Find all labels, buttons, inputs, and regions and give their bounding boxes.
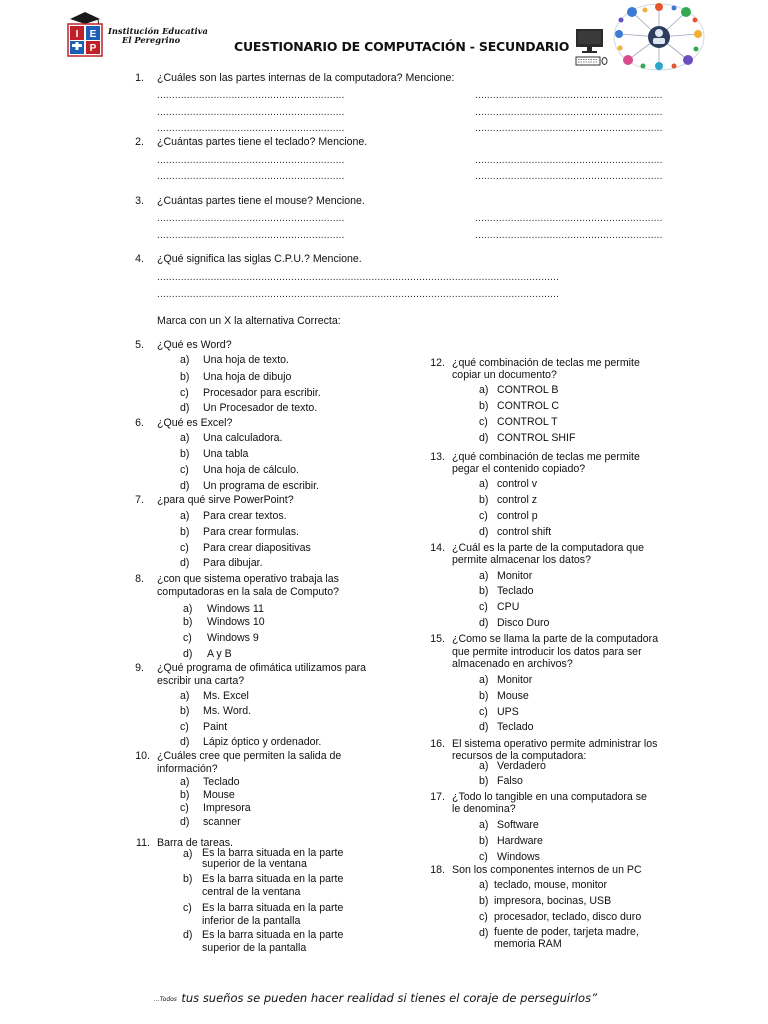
- option-text[interactable]: Hardware: [497, 835, 543, 847]
- question-text: ¿para qué sirve PowerPoint?: [157, 494, 294, 506]
- option-text[interactable]: Una tabla: [203, 448, 249, 460]
- footer-quote-text: tus sueños se pueden hacer realidad si tienes el coraje de perseguirlos”: [181, 991, 598, 1005]
- answer-line[interactable]: ...............................................................: [475, 155, 663, 166]
- question-text: ¿Qué es Excel?: [157, 417, 233, 429]
- answer-line[interactable]: ...............................................................: [157, 123, 345, 134]
- question-number: 9.: [135, 662, 144, 674]
- option-letter: b): [183, 873, 193, 885]
- question-number: 7.: [135, 494, 144, 506]
- question-number: 12.: [430, 357, 445, 369]
- option-letter: b): [180, 526, 190, 538]
- answer-line[interactable]: ...............................................................: [157, 90, 345, 101]
- question-text: ¿qué combinación de teclas me permite pegar el contenido copiado?: [452, 451, 640, 475]
- question-text: ¿qué combinación de teclas me permite copiar un documento?: [452, 357, 640, 381]
- option-letter: d): [479, 526, 489, 538]
- option-letter: a): [183, 603, 193, 615]
- option-letter: d): [180, 816, 190, 828]
- footer-quote: [154, 989, 597, 1007]
- option-text[interactable]: Para dibujar.: [203, 557, 263, 569]
- option-letter: a): [180, 354, 190, 366]
- answer-line[interactable]: .......................................................................................................................................: [157, 272, 560, 283]
- question-text: Barra de tareas.: [157, 837, 233, 849]
- option-letter: b): [479, 690, 489, 702]
- option-letter: c): [479, 706, 488, 718]
- option-text[interactable]: CONTROL T: [497, 416, 558, 428]
- option-letter: a): [183, 848, 193, 860]
- footer-prefix: ...Todos: [154, 996, 177, 1003]
- question-text: El sistema operativo permite administrar los recursos de la computadora:: [452, 738, 658, 762]
- question-number: 5.: [135, 339, 144, 351]
- option-letter: a): [479, 760, 489, 772]
- option-text[interactable]: Disco Duro: [497, 617, 550, 629]
- answer-line[interactable]: ...............................................................: [475, 123, 663, 134]
- option-letter: d): [180, 480, 190, 492]
- option-text[interactable]: Un programa de escribir.: [203, 480, 319, 492]
- option-text[interactable]: Lápiz óptico y ordenador.: [203, 736, 322, 748]
- option-text[interactable]: CPU: [497, 601, 520, 613]
- option-text[interactable]: Una hoja de dibujo: [203, 371, 292, 383]
- option-text[interactable]: UPS: [497, 706, 519, 718]
- question-text: ¿con que sistema operativo trabaja las computadoras en la sala de Computo?: [157, 573, 339, 598]
- option-text[interactable]: Windows 9: [207, 632, 259, 644]
- option-text[interactable]: Una hoja de cálculo.: [203, 464, 299, 476]
- answer-line[interactable]: ...............................................................: [475, 171, 663, 182]
- option-letter: a): [479, 384, 489, 396]
- question-text: ¿Qué significa las siglas C.P.U.? Mencione.: [157, 253, 362, 265]
- question-text: ¿Cuáles cree que permiten la salida de información?: [157, 750, 342, 775]
- option-letter: b): [479, 895, 489, 907]
- option-text[interactable]: Windows 10: [207, 616, 265, 628]
- answer-line[interactable]: .......................................................................................................................................: [157, 289, 560, 300]
- option-letter: b): [479, 585, 489, 597]
- option-text[interactable]: Teclado: [497, 585, 534, 597]
- option-letter: b): [479, 494, 489, 506]
- option-letter: d): [479, 617, 489, 629]
- option-text[interactable]: Teclado: [497, 721, 534, 733]
- option-text[interactable]: control shift: [497, 526, 552, 538]
- answer-line[interactable]: ...............................................................: [157, 230, 345, 241]
- question-text: ¿Cuál es la parte de la computadora que permite almacenar los datos?: [452, 542, 644, 566]
- question-number: 17.: [430, 791, 445, 803]
- question-number: 11.: [136, 837, 150, 849]
- logo-letter-p: P: [89, 43, 97, 54]
- option-letter: b): [180, 448, 190, 460]
- option-letter: b): [479, 835, 489, 847]
- option-text[interactable]: CONTROL C: [497, 400, 559, 412]
- option-letter: d): [479, 721, 489, 733]
- option-letter: c): [479, 416, 488, 428]
- option-text[interactable]: control p: [497, 510, 538, 522]
- question-text: ¿Qué es Word?: [157, 339, 232, 351]
- question-number: 2.: [135, 136, 144, 148]
- option-letter: d): [479, 432, 489, 444]
- logo-letter-i: I: [75, 29, 79, 40]
- option-letter: c): [180, 802, 189, 814]
- option-letter: c): [180, 721, 189, 733]
- question-text: ¿Todo lo tangible en una computadora se le denomina?: [452, 791, 647, 815]
- option-text[interactable]: procesador, teclado, disco duro: [494, 911, 642, 923]
- question-number: 4.: [135, 253, 144, 265]
- option-letter: a): [479, 879, 489, 891]
- option-text[interactable]: Es la barra situada en la parte superior de la pantalla: [202, 929, 344, 954]
- option-letter: b): [479, 400, 489, 412]
- option-letter: b): [183, 616, 193, 628]
- answer-line[interactable]: ...............................................................: [157, 107, 345, 118]
- option-letter: c): [479, 510, 488, 522]
- option-letter: c): [180, 387, 189, 399]
- question-text: ¿Cuántas partes tiene el mouse? Mencione.: [157, 195, 365, 207]
- option-letter: c): [479, 601, 488, 613]
- option-text[interactable]: Procesador para escribir.: [203, 387, 321, 399]
- answer-line[interactable]: ...............................................................: [157, 155, 345, 166]
- answer-line[interactable]: ...............................................................: [475, 213, 663, 224]
- question-number: 14.: [430, 542, 445, 554]
- question-number: 10.: [135, 750, 150, 762]
- option-letter: a): [479, 674, 489, 686]
- question-text: Son los componentes internos de un PC: [452, 864, 642, 876]
- question-text: ¿Cuántas partes tiene el teclado? Mencione.: [157, 136, 368, 148]
- option-text[interactable]: Una calculadora.: [203, 432, 283, 444]
- option-letter: d): [180, 402, 190, 414]
- option-letter: a): [479, 819, 489, 831]
- option-text[interactable]: Para crear diapositivas: [203, 542, 311, 554]
- option-letter: a): [479, 570, 489, 582]
- institution-name-line1: Institución Educativa: [108, 26, 208, 36]
- option-text[interactable]: Para crear textos.: [203, 510, 287, 522]
- question-text: ¿Qué programa de ofimática utilizamos para escribir una carta?: [157, 662, 367, 687]
- option-text[interactable]: Mouse: [497, 690, 529, 702]
- option-letter: b): [180, 789, 190, 801]
- option-text[interactable]: CONTROL B: [497, 384, 559, 396]
- question-text: ¿Como se llama la parte de la computadora que permite introducir los datos para ser almacenado en archivos?: [452, 633, 659, 670]
- option-text[interactable]: Un Procesador de texto.: [203, 402, 318, 414]
- option-letter: a): [479, 478, 489, 490]
- question-number: 6.: [135, 417, 144, 429]
- option-text[interactable]: Es la barra situada en la parte superior de la ventana: [202, 847, 344, 870]
- option-letter: c): [180, 542, 189, 554]
- institution-name-line2: El Peregrino: [122, 35, 181, 45]
- option-text[interactable]: Verdadero: [497, 760, 546, 772]
- option-letter: d): [183, 929, 193, 941]
- option-letter: d): [183, 648, 193, 660]
- option-letter: c): [479, 851, 488, 863]
- question-number: 16.: [430, 738, 445, 750]
- option-letter: b): [180, 371, 190, 383]
- option-text[interactable]: Para crear formulas.: [203, 526, 299, 538]
- option-text[interactable]: Monitor: [497, 674, 533, 686]
- option-text[interactable]: Falso: [497, 775, 523, 787]
- page-title: CUESTIONARIO DE COMPUTACIÓN - SECUNDARIO: [234, 39, 570, 54]
- option-text[interactable]: scanner: [203, 816, 241, 828]
- option-text[interactable]: Una hoja de texto.: [203, 354, 289, 366]
- option-letter: a): [180, 776, 190, 788]
- option-text[interactable]: Paint: [203, 721, 228, 733]
- option-text[interactable]: Ms. Word.: [203, 705, 252, 717]
- question-text: ¿Cuáles son las partes internas de la computadora? Mencione:: [157, 72, 455, 84]
- option-text[interactable]: Impresora: [203, 802, 251, 814]
- option-letter: c): [183, 632, 192, 644]
- answer-line[interactable]: ...............................................................: [157, 213, 345, 224]
- option-letter: c): [479, 911, 488, 923]
- option-letter: d): [479, 927, 489, 939]
- question-number: 8.: [135, 573, 144, 585]
- option-text[interactable]: A y B: [207, 648, 232, 660]
- option-text[interactable]: control v: [497, 478, 538, 490]
- question-number: 1.: [135, 72, 144, 84]
- option-text[interactable]: Es la barra situada en la parte inferior de la pantalla: [202, 902, 344, 927]
- option-letter: d): [180, 557, 190, 569]
- option-letter: a): [180, 510, 190, 522]
- option-letter: b): [479, 775, 489, 787]
- option-text[interactable]: CONTROL SHIF: [497, 432, 576, 444]
- option-text[interactable]: Mouse: [203, 789, 235, 801]
- option-text[interactable]: Windows 11: [207, 603, 264, 615]
- option-text[interactable]: Monitor: [497, 570, 533, 582]
- technology-network-illustration: [612, 2, 706, 72]
- logo-letter-e: E: [89, 29, 97, 40]
- answer-line[interactable]: ...............................................................: [475, 90, 663, 101]
- option-letter: c): [183, 902, 192, 914]
- answer-line[interactable]: ...............................................................: [475, 107, 663, 118]
- computer-icon: [574, 28, 608, 68]
- answer-line[interactable]: ...............................................................: [475, 230, 663, 241]
- option-letter: c): [180, 464, 189, 476]
- option-letter: d): [180, 736, 190, 748]
- question-number: 3.: [135, 195, 144, 207]
- option-text[interactable]: Software: [497, 819, 539, 831]
- option-text[interactable]: Ms. Excel: [203, 690, 249, 702]
- school-logo: [62, 10, 108, 58]
- instruction-text: Marca con un X la alternativa Correcta:: [157, 315, 341, 327]
- question-number: 15.: [430, 633, 445, 645]
- option-text[interactable]: Windows: [497, 851, 540, 863]
- option-text[interactable]: Teclado: [203, 776, 240, 788]
- option-text[interactable]: control z: [497, 494, 538, 506]
- answer-line[interactable]: ...............................................................: [157, 171, 345, 182]
- question-number: 18.: [430, 864, 445, 876]
- option-text[interactable]: impresora, bocinas, USB: [494, 895, 612, 907]
- question-number: 13.: [430, 451, 445, 463]
- option-letter: a): [180, 690, 190, 702]
- option-letter: a): [180, 432, 190, 444]
- option-text[interactable]: fuente de poder, tarjeta madre, memoria RAM: [494, 926, 639, 950]
- option-text[interactable]: Es la barra situada en la parte central de la ventana: [202, 873, 344, 898]
- option-letter: b): [180, 705, 190, 717]
- option-text[interactable]: teclado, mouse, monitor: [494, 879, 608, 891]
